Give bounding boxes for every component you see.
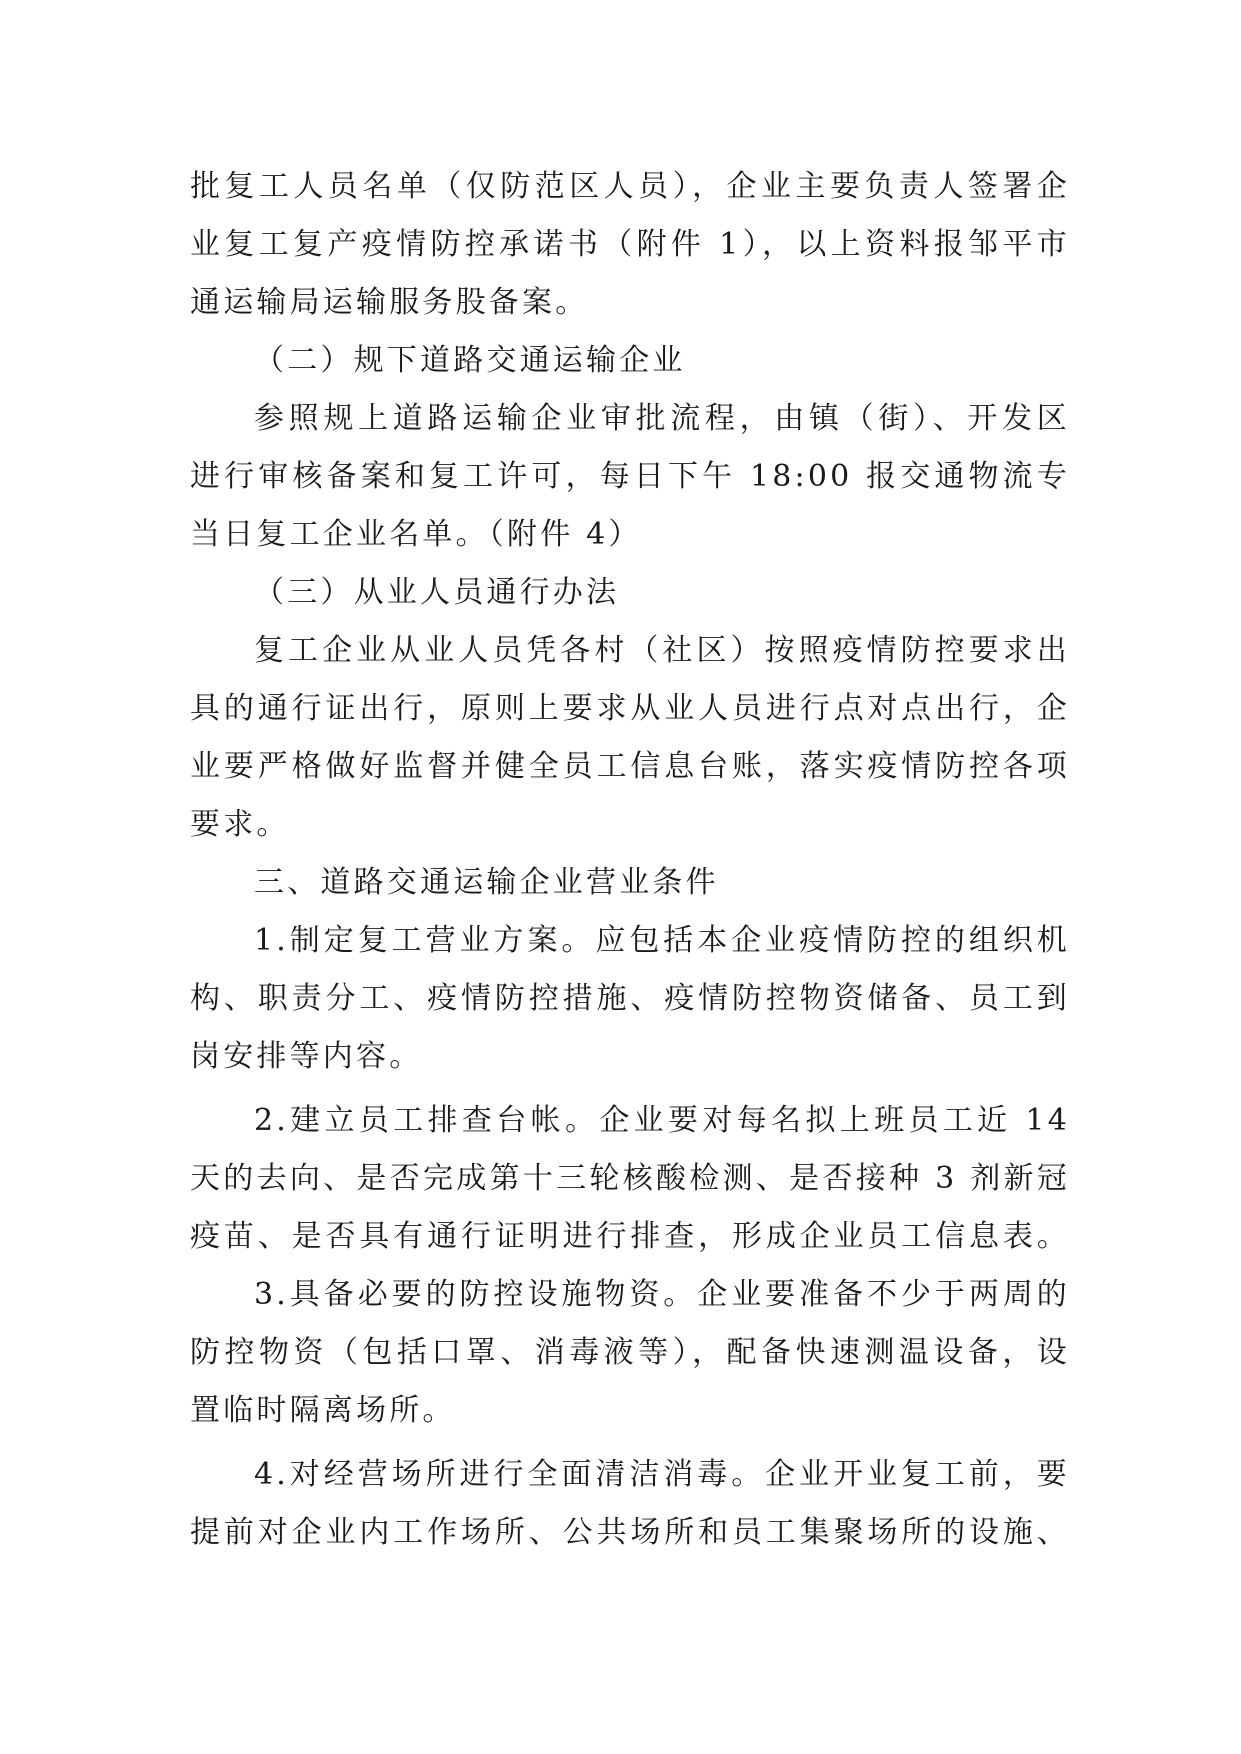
- paragraph-line: 复工企业从业人员凭各村（社区）按照疫情防控要求出: [254, 633, 1070, 668]
- paragraph-line: 具的通行证出行，原则上要求从业人员进行点对点出行，企: [190, 691, 1070, 726]
- paragraph-line: 2.建立员工排查台帐。企业要对每名拟上班员工近 14: [254, 1103, 1070, 1138]
- paragraph-line: 参照规上道路运输企业审批流程，由镇（街）、开发区: [254, 401, 1070, 436]
- paragraph-line: 批复工人员名单（仅防范区人员），企业主要负责人签署企: [190, 169, 1070, 204]
- paragraph-line: 4.对经营场所进行全面清洁消毒。企业开业复工前，要: [254, 1457, 1070, 1492]
- paragraph-line: 岗安排等内容。: [190, 1039, 423, 1074]
- paragraph-line: 业要严格做好监督并健全员工信息台账，落实疫情防控各项: [190, 749, 1070, 784]
- paragraph-line: 提前对企业内工作场所、公共场所和员工集聚场所的设施、: [190, 1515, 1070, 1550]
- paragraph-line: 1.制定复工营业方案。应包括本企业疫情防控的组织机: [254, 923, 1070, 958]
- section-heading: （二）规下道路交通运输企业: [254, 343, 686, 378]
- paragraph-line: 防控物资（包括口罩、消毒液等），配备快速测温设备，设: [190, 1335, 1070, 1370]
- paragraph-line: 通运输局运输服务股备案。: [190, 285, 589, 320]
- paragraph-line: 当日复工企业名单。（附件 4）: [190, 517, 642, 552]
- paragraph-line: 业复工复产疫情防控承诺书（附件 1），以上资料报邹平市: [190, 227, 1070, 262]
- paragraph-line: 要求。: [190, 807, 290, 842]
- paragraph-line: 置临时隔离场所。: [190, 1393, 456, 1428]
- paragraph-line: 疫苗、是否具有通行证明进行排查，形成企业员工信息表。: [190, 1219, 1070, 1254]
- paragraph-line: 3.具备必要的防控设施物资。企业要准备不少于两周的: [254, 1277, 1070, 1312]
- paragraph-line: 构、职责分工、疫情防控措施、疫情防控物资储备、员工到: [190, 981, 1070, 1016]
- paragraph-line: 天的去向、是否完成第十三轮核酸检测、是否接种 3 剂新冠: [190, 1161, 1070, 1196]
- section-heading: 三、道路交通运输企业营业条件: [254, 865, 719, 900]
- document-body: [190, 158, 1070, 1562]
- paragraph-line: 进行审核备案和复工许可，每日下午 18:00 报交通物流专: [190, 459, 1070, 494]
- section-heading: （三）从业人员通行办法: [254, 575, 620, 610]
